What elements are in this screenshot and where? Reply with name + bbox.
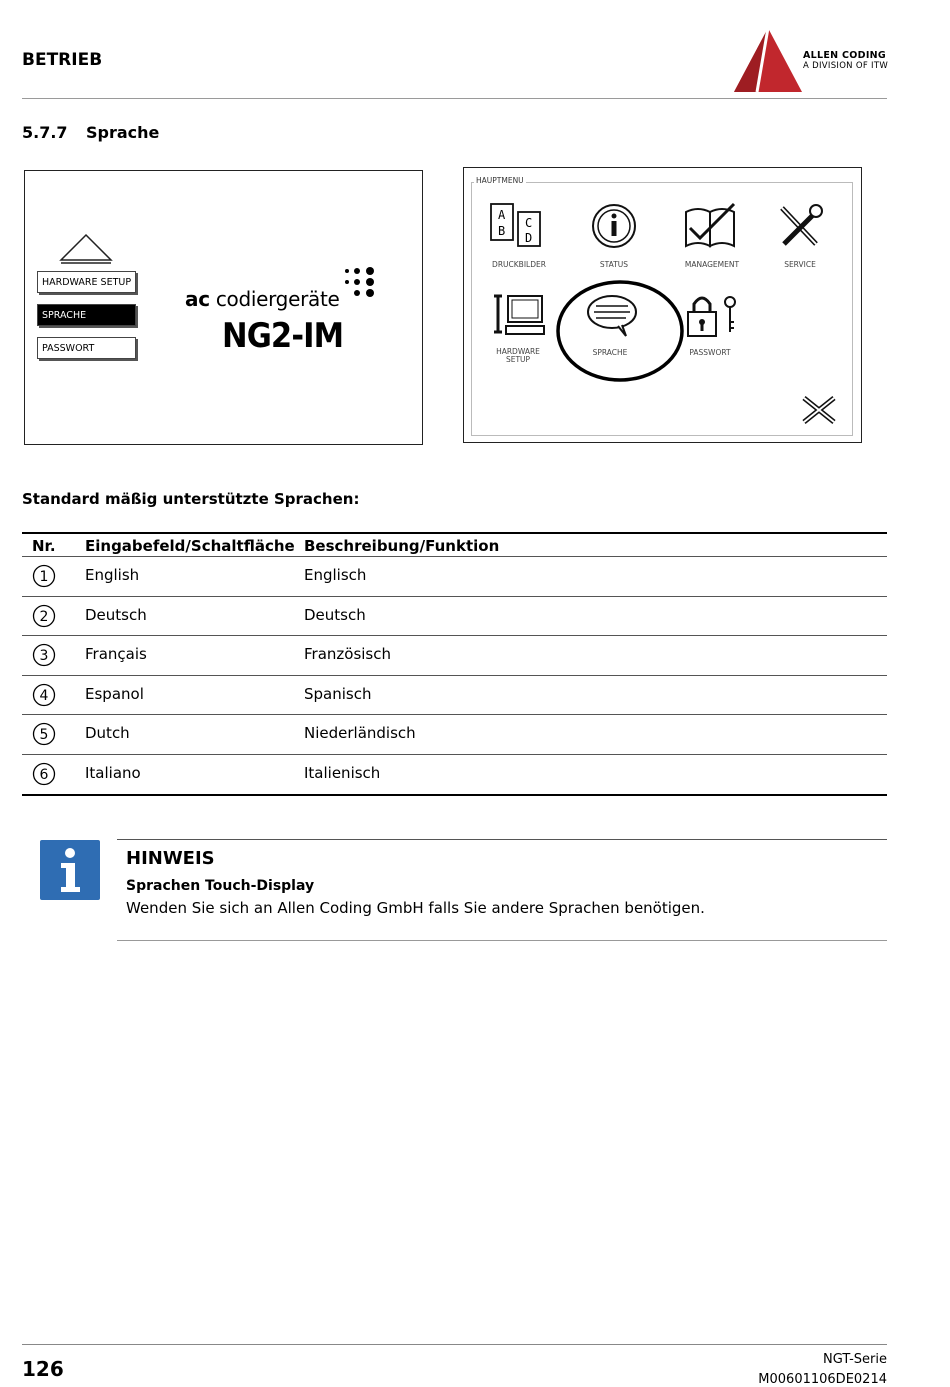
row-field: Français	[85, 645, 147, 664]
table-row-rule	[22, 714, 887, 715]
row-number: 2	[39, 608, 49, 625]
brand-suffix: codiergeräte	[209, 287, 340, 311]
status-info-icon[interactable]	[590, 202, 638, 250]
row-field: Deutsch	[85, 605, 147, 624]
footer-rule	[22, 1344, 887, 1345]
info-icon	[40, 840, 100, 900]
header-rule	[22, 98, 887, 99]
section-number: 5.7.7	[22, 123, 68, 142]
logo-text-division: A DIVISION OF ITW	[803, 61, 889, 71]
row-description: Französisch	[304, 645, 392, 664]
header-section-title: BETRIEB	[22, 50, 103, 70]
section-title: Sprache	[86, 123, 160, 142]
management-label: MANAGEMENT	[684, 260, 740, 269]
hardware-setup-computer-icon[interactable]	[488, 292, 548, 340]
note-bottom-rule	[117, 940, 887, 941]
note-subtitle: Sprachen Touch-Display	[126, 878, 315, 894]
row-number-circle	[32, 564, 56, 588]
service-tools-icon[interactable]	[776, 202, 824, 250]
row-description: Spanisch	[304, 684, 372, 703]
brand-prefix: ac	[185, 287, 210, 311]
highlight-circle	[554, 278, 686, 384]
row-number: 3	[39, 648, 49, 665]
main-menu-title: HAUPTMENU	[476, 176, 524, 185]
row-field: Espanol	[85, 684, 144, 703]
service-label: SERVICE	[784, 260, 816, 269]
footer-series: NGT-Serie	[823, 1352, 887, 1367]
row-number: 6	[39, 767, 49, 783]
note-top-rule	[117, 839, 887, 840]
table-row-rule	[22, 635, 887, 636]
row-number-circle	[32, 722, 56, 746]
scroll-up-arrow-icon[interactable]	[59, 233, 113, 265]
management-book-icon[interactable]	[682, 202, 740, 250]
note-title: HINWEIS	[126, 848, 215, 869]
supported-languages-heading: Standard mäßig unterstützte Sprachen:	[22, 490, 360, 508]
passwort-button[interactable]: PASSWORT	[37, 337, 136, 359]
row-number: 4	[39, 687, 49, 704]
col-header-nr: Nr.	[32, 537, 56, 555]
druckbilder-icon[interactable]	[488, 202, 548, 250]
header-rule	[22, 556, 887, 557]
row-description: Italienisch	[304, 764, 381, 782]
table-row-rule	[22, 675, 887, 676]
svg-text:D: D	[525, 231, 533, 245]
sprache-button[interactable]: SPRACHE	[37, 304, 136, 326]
row-number-circle	[32, 604, 56, 628]
table-row-rule	[22, 754, 887, 755]
row-number-circle	[32, 762, 56, 786]
row-number-circle	[32, 683, 56, 707]
row-number: 1	[39, 569, 49, 585]
allen-coding-logo	[730, 24, 810, 94]
table-row-rule	[22, 596, 887, 597]
screenshot-main-menu	[463, 167, 862, 443]
col-header-description: Beschreibung/Funktion	[304, 537, 500, 555]
druckbilder-label: DRUCKBILDER	[492, 260, 546, 269]
row-field: Italiano	[85, 764, 141, 782]
row-field: English	[85, 566, 140, 584]
row-description: Deutsch	[304, 605, 366, 624]
footer-doc-id: M00601106DE0214	[758, 1372, 887, 1387]
row-number-circle	[32, 643, 56, 667]
hardware-label-line2: SETUP	[505, 355, 531, 364]
note-text: Wenden Sie sich an Allen Coding GmbH falls Sie andere Sprachen benötigen.	[126, 899, 705, 917]
passwort-lock-icon[interactable]	[684, 292, 740, 340]
logo-text-brand: ALLEN CODING	[803, 50, 887, 61]
brand-dots-icon	[343, 267, 379, 301]
brand-name	[185, 287, 340, 311]
model-name: NG2-IM	[222, 316, 344, 356]
hardware-setup-button[interactable]: HARDWARE SETUP	[37, 271, 136, 293]
row-number: 5	[39, 727, 49, 744]
hardware-label-line1: HARDWARE	[496, 347, 540, 356]
svg-text:C: C	[525, 216, 533, 230]
page-number: 126	[22, 1357, 64, 1381]
status-label: STATUS	[599, 260, 629, 269]
hardware-setup-label	[478, 348, 558, 364]
table-top-rule	[22, 532, 887, 534]
sprache-label: SPRACHE	[592, 348, 628, 357]
table-bottom-rule	[22, 794, 887, 796]
screenshot-language-menu	[24, 170, 423, 445]
row-description: Niederländisch	[304, 724, 416, 743]
row-field: Dutch	[85, 724, 130, 743]
row-description: Englisch	[304, 566, 367, 584]
svg-text:B: B	[498, 224, 506, 238]
close-icon[interactable]	[800, 394, 838, 426]
col-header-field: Eingabefeld/Schaltfläche	[85, 537, 295, 555]
passwort-label: PASSWORT	[689, 348, 731, 357]
svg-text:A: A	[498, 208, 506, 222]
